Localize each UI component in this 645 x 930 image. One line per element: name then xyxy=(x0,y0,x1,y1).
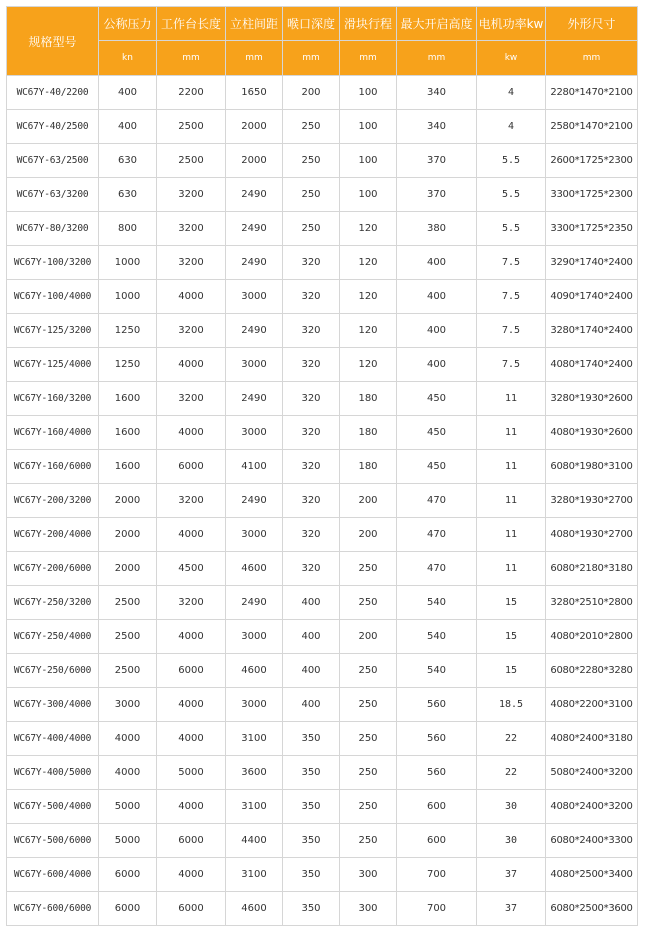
max-open-height-cell: 600 xyxy=(397,790,477,824)
table-row xyxy=(7,518,638,552)
unit-motor-power: kw xyxy=(477,41,546,76)
table-length-cell: 3200 xyxy=(157,382,226,416)
spec-table xyxy=(6,6,638,926)
table-length-cell: 6000 xyxy=(157,654,226,688)
table-row xyxy=(7,348,638,382)
table-row xyxy=(7,144,638,178)
max-open-height-cell: 540 xyxy=(397,620,477,654)
slide-stroke-cell: 250 xyxy=(340,552,397,586)
max-open-height-cell: 560 xyxy=(397,756,477,790)
header-column-distance: 立柱间距 xyxy=(226,7,283,41)
motor-power-cell: 5.5 xyxy=(477,212,546,246)
table-length-cell: 4500 xyxy=(157,552,226,586)
table-row xyxy=(7,212,638,246)
slide-stroke-cell: 100 xyxy=(340,178,397,212)
motor-power-cell: 11 xyxy=(477,552,546,586)
overall-dimensions-cell: 3280*1930*2600 xyxy=(546,382,638,416)
table-length-cell: 4000 xyxy=(157,518,226,552)
model-cell: WC67Y-600/4000 xyxy=(7,858,99,892)
throat-depth-cell: 350 xyxy=(283,892,340,926)
table-length-cell: 3200 xyxy=(157,246,226,280)
table-length-cell: 3200 xyxy=(157,484,226,518)
column-distance-cell: 2000 xyxy=(226,144,283,178)
model-cell: WC67Y-250/4000 xyxy=(7,620,99,654)
model-cell: WC67Y-63/2500 xyxy=(7,144,99,178)
nominal-pressure-cell: 1600 xyxy=(99,382,157,416)
slide-stroke-cell: 250 xyxy=(340,722,397,756)
motor-power-cell: 5.5 xyxy=(477,178,546,212)
slide-stroke-cell: 200 xyxy=(340,518,397,552)
table-row xyxy=(7,280,638,314)
header-nominal-pressure: 公称压力 xyxy=(99,7,157,41)
column-distance-cell: 3000 xyxy=(226,518,283,552)
slide-stroke-cell: 180 xyxy=(340,382,397,416)
max-open-height-cell: 340 xyxy=(397,110,477,144)
max-open-height-cell: 450 xyxy=(397,450,477,484)
throat-depth-cell: 320 xyxy=(283,552,340,586)
table-row xyxy=(7,416,638,450)
throat-depth-cell: 350 xyxy=(283,722,340,756)
model-cell: WC67Y-160/4000 xyxy=(7,416,99,450)
nominal-pressure-cell: 5000 xyxy=(99,790,157,824)
motor-power-cell: 5.5 xyxy=(477,144,546,178)
model-cell: WC67Y-200/6000 xyxy=(7,552,99,586)
overall-dimensions-cell: 3300*1725*2350 xyxy=(546,212,638,246)
table-length-cell: 4000 xyxy=(157,620,226,654)
motor-power-cell: 37 xyxy=(477,858,546,892)
table-length-cell: 4000 xyxy=(157,858,226,892)
motor-power-cell: 7.5 xyxy=(477,246,546,280)
table-length-cell: 4000 xyxy=(157,280,226,314)
table-length-cell: 4000 xyxy=(157,348,226,382)
slide-stroke-cell: 100 xyxy=(340,76,397,110)
overall-dimensions-cell: 6080*2280*3280 xyxy=(546,654,638,688)
slide-stroke-cell: 120 xyxy=(340,246,397,280)
throat-depth-cell: 400 xyxy=(283,688,340,722)
model-cell: WC67Y-160/6000 xyxy=(7,450,99,484)
slide-stroke-cell: 300 xyxy=(340,858,397,892)
table-length-cell: 3200 xyxy=(157,178,226,212)
nominal-pressure-cell: 2500 xyxy=(99,654,157,688)
throat-depth-cell: 320 xyxy=(283,280,340,314)
model-cell: WC67Y-200/4000 xyxy=(7,518,99,552)
table-length-cell: 4000 xyxy=(157,416,226,450)
max-open-height-cell: 400 xyxy=(397,280,477,314)
slide-stroke-cell: 200 xyxy=(340,620,397,654)
slide-stroke-cell: 180 xyxy=(340,450,397,484)
overall-dimensions-cell: 4080*2200*3100 xyxy=(546,688,638,722)
model-cell: WC67Y-400/4000 xyxy=(7,722,99,756)
max-open-height-cell: 540 xyxy=(397,654,477,688)
nominal-pressure-cell: 1000 xyxy=(99,280,157,314)
motor-power-cell: 22 xyxy=(477,722,546,756)
nominal-pressure-cell: 5000 xyxy=(99,824,157,858)
motor-power-cell: 15 xyxy=(477,620,546,654)
header-table-length: 工作台长度 xyxy=(157,7,226,41)
column-distance-cell: 2490 xyxy=(226,382,283,416)
overall-dimensions-cell: 4080*1930*2700 xyxy=(546,518,638,552)
slide-stroke-cell: 100 xyxy=(340,110,397,144)
unit-column-distance: mm xyxy=(226,41,283,76)
model-cell: WC67Y-100/4000 xyxy=(7,280,99,314)
max-open-height-cell: 450 xyxy=(397,382,477,416)
throat-depth-cell: 350 xyxy=(283,824,340,858)
table-row xyxy=(7,824,638,858)
table-row xyxy=(7,892,638,926)
max-open-height-cell: 560 xyxy=(397,688,477,722)
table-row xyxy=(7,722,638,756)
throat-depth-cell: 320 xyxy=(283,246,340,280)
overall-dimensions-cell: 3280*1930*2700 xyxy=(546,484,638,518)
max-open-height-cell: 700 xyxy=(397,858,477,892)
nominal-pressure-cell: 2000 xyxy=(99,518,157,552)
overall-dimensions-cell: 4080*2400*3200 xyxy=(546,790,638,824)
max-open-height-cell: 700 xyxy=(397,892,477,926)
table-length-cell: 5000 xyxy=(157,756,226,790)
column-distance-cell: 3100 xyxy=(226,858,283,892)
column-distance-cell: 3000 xyxy=(226,280,283,314)
model-cell: WC67Y-125/4000 xyxy=(7,348,99,382)
table-row xyxy=(7,858,638,892)
slide-stroke-cell: 250 xyxy=(340,688,397,722)
model-cell: WC67Y-40/2200 xyxy=(7,76,99,110)
slide-stroke-cell: 200 xyxy=(340,484,397,518)
table-length-cell: 6000 xyxy=(157,892,226,926)
overall-dimensions-cell: 2580*1470*2100 xyxy=(546,110,638,144)
column-distance-cell: 2490 xyxy=(226,246,283,280)
column-distance-cell: 2490 xyxy=(226,484,283,518)
motor-power-cell: 11 xyxy=(477,484,546,518)
overall-dimensions-cell: 2280*1470*2100 xyxy=(546,76,638,110)
slide-stroke-cell: 120 xyxy=(340,348,397,382)
max-open-height-cell: 560 xyxy=(397,722,477,756)
table-row xyxy=(7,178,638,212)
model-cell: WC67Y-250/6000 xyxy=(7,654,99,688)
throat-depth-cell: 350 xyxy=(283,790,340,824)
nominal-pressure-cell: 4000 xyxy=(99,756,157,790)
column-distance-cell: 3000 xyxy=(226,620,283,654)
table-length-cell: 4000 xyxy=(157,790,226,824)
table-row xyxy=(7,246,638,280)
model-cell: WC67Y-200/3200 xyxy=(7,484,99,518)
max-open-height-cell: 470 xyxy=(397,518,477,552)
slide-stroke-cell: 300 xyxy=(340,892,397,926)
overall-dimensions-cell: 4080*1930*2600 xyxy=(546,416,638,450)
throat-depth-cell: 320 xyxy=(283,416,340,450)
overall-dimensions-cell: 2600*1725*2300 xyxy=(546,144,638,178)
column-distance-cell: 3600 xyxy=(226,756,283,790)
column-distance-cell: 1650 xyxy=(226,76,283,110)
table-length-cell: 2500 xyxy=(157,110,226,144)
nominal-pressure-cell: 800 xyxy=(99,212,157,246)
overall-dimensions-cell: 3280*1740*2400 xyxy=(546,314,638,348)
slide-stroke-cell: 120 xyxy=(340,314,397,348)
column-distance-cell: 3000 xyxy=(226,688,283,722)
overall-dimensions-cell: 4090*1740*2400 xyxy=(546,280,638,314)
column-distance-cell: 4600 xyxy=(226,892,283,926)
table-row xyxy=(7,484,638,518)
overall-dimensions-cell: 3280*2510*2800 xyxy=(546,586,638,620)
max-open-height-cell: 540 xyxy=(397,586,477,620)
nominal-pressure-cell: 630 xyxy=(99,178,157,212)
nominal-pressure-cell: 2500 xyxy=(99,620,157,654)
slide-stroke-cell: 250 xyxy=(340,654,397,688)
unit-max-open-height: mm xyxy=(397,41,477,76)
model-cell: WC67Y-250/3200 xyxy=(7,586,99,620)
unit-slide-stroke: mm xyxy=(340,41,397,76)
column-distance-cell: 3000 xyxy=(226,348,283,382)
throat-depth-cell: 320 xyxy=(283,518,340,552)
column-distance-cell: 2000 xyxy=(226,110,283,144)
max-open-height-cell: 400 xyxy=(397,246,477,280)
overall-dimensions-cell: 6080*2180*3180 xyxy=(546,552,638,586)
column-distance-cell: 4600 xyxy=(226,552,283,586)
nominal-pressure-cell: 400 xyxy=(99,76,157,110)
nominal-pressure-cell: 1600 xyxy=(99,416,157,450)
model-cell: WC67Y-500/6000 xyxy=(7,824,99,858)
header-motor-power: 电机功率kw xyxy=(477,7,546,41)
throat-depth-cell: 250 xyxy=(283,212,340,246)
column-distance-cell: 2490 xyxy=(226,178,283,212)
header-slide-stroke: 滑块行程 xyxy=(340,7,397,41)
max-open-height-cell: 470 xyxy=(397,484,477,518)
overall-dimensions-cell: 6080*1980*3100 xyxy=(546,450,638,484)
unit-overall-dimensions: mm xyxy=(546,41,638,76)
column-distance-cell: 2490 xyxy=(226,586,283,620)
unit-table-length: mm xyxy=(157,41,226,76)
throat-depth-cell: 320 xyxy=(283,348,340,382)
throat-depth-cell: 320 xyxy=(283,314,340,348)
slide-stroke-cell: 250 xyxy=(340,756,397,790)
model-cell: WC67Y-63/3200 xyxy=(7,178,99,212)
table-row xyxy=(7,654,638,688)
overall-dimensions-cell: 4080*2500*3400 xyxy=(546,858,638,892)
throat-depth-cell: 350 xyxy=(283,858,340,892)
motor-power-cell: 30 xyxy=(477,790,546,824)
spec-table-container xyxy=(6,6,638,926)
table-header xyxy=(7,7,638,76)
overall-dimensions-cell: 3300*1725*2300 xyxy=(546,178,638,212)
max-open-height-cell: 370 xyxy=(397,144,477,178)
motor-power-cell: 11 xyxy=(477,382,546,416)
overall-dimensions-cell: 4080*2400*3180 xyxy=(546,722,638,756)
nominal-pressure-cell: 6000 xyxy=(99,892,157,926)
nominal-pressure-cell: 4000 xyxy=(99,722,157,756)
throat-depth-cell: 400 xyxy=(283,586,340,620)
table-row xyxy=(7,790,638,824)
nominal-pressure-cell: 6000 xyxy=(99,858,157,892)
table-row xyxy=(7,620,638,654)
model-cell: WC67Y-400/5000 xyxy=(7,756,99,790)
column-distance-cell: 2490 xyxy=(226,314,283,348)
nominal-pressure-cell: 2000 xyxy=(99,484,157,518)
max-open-height-cell: 400 xyxy=(397,314,477,348)
slide-stroke-cell: 120 xyxy=(340,280,397,314)
motor-power-cell: 18.5 xyxy=(477,688,546,722)
overall-dimensions-cell: 4080*2010*2800 xyxy=(546,620,638,654)
overall-dimensions-cell: 6080*2400*3300 xyxy=(546,824,638,858)
motor-power-cell: 15 xyxy=(477,654,546,688)
max-open-height-cell: 450 xyxy=(397,416,477,450)
table-length-cell: 3200 xyxy=(157,212,226,246)
table-length-cell: 2200 xyxy=(157,76,226,110)
model-cell: WC67Y-100/3200 xyxy=(7,246,99,280)
overall-dimensions-cell: 4080*1740*2400 xyxy=(546,348,638,382)
nominal-pressure-cell: 1600 xyxy=(99,450,157,484)
throat-depth-cell: 250 xyxy=(283,110,340,144)
table-row xyxy=(7,756,638,790)
throat-depth-cell: 400 xyxy=(283,620,340,654)
throat-depth-cell: 320 xyxy=(283,450,340,484)
table-length-cell: 4000 xyxy=(157,688,226,722)
column-distance-cell: 3100 xyxy=(226,790,283,824)
header-model: 规格型号 xyxy=(7,7,99,76)
header-throat-depth: 喉口深度 xyxy=(283,7,340,41)
table-row xyxy=(7,688,638,722)
slide-stroke-cell: 180 xyxy=(340,416,397,450)
column-distance-cell: 3000 xyxy=(226,416,283,450)
column-distance-cell: 4600 xyxy=(226,654,283,688)
nominal-pressure-cell: 400 xyxy=(99,110,157,144)
header-overall-dimensions: 外形尺寸 xyxy=(546,7,638,41)
table-row xyxy=(7,586,638,620)
model-cell: WC67Y-500/4000 xyxy=(7,790,99,824)
nominal-pressure-cell: 3000 xyxy=(99,688,157,722)
motor-power-cell: 7.5 xyxy=(477,314,546,348)
motor-power-cell: 37 xyxy=(477,892,546,926)
motor-power-cell: 15 xyxy=(477,586,546,620)
throat-depth-cell: 350 xyxy=(283,756,340,790)
max-open-height-cell: 470 xyxy=(397,552,477,586)
table-length-cell: 2500 xyxy=(157,144,226,178)
throat-depth-cell: 320 xyxy=(283,382,340,416)
nominal-pressure-cell: 1250 xyxy=(99,314,157,348)
table-length-cell: 4000 xyxy=(157,722,226,756)
slide-stroke-cell: 120 xyxy=(340,212,397,246)
column-distance-cell: 3100 xyxy=(226,722,283,756)
nominal-pressure-cell: 2500 xyxy=(99,586,157,620)
max-open-height-cell: 400 xyxy=(397,348,477,382)
table-row xyxy=(7,76,638,110)
motor-power-cell: 7.5 xyxy=(477,348,546,382)
throat-depth-cell: 250 xyxy=(283,178,340,212)
table-row xyxy=(7,110,638,144)
table-row xyxy=(7,552,638,586)
motor-power-cell: 4 xyxy=(477,110,546,144)
table-body xyxy=(7,76,638,926)
nominal-pressure-cell: 630 xyxy=(99,144,157,178)
column-distance-cell: 4100 xyxy=(226,450,283,484)
model-cell: WC67Y-300/4000 xyxy=(7,688,99,722)
motor-power-cell: 11 xyxy=(477,518,546,552)
column-distance-cell: 2490 xyxy=(226,212,283,246)
motor-power-cell: 11 xyxy=(477,416,546,450)
motor-power-cell: 7.5 xyxy=(477,280,546,314)
throat-depth-cell: 400 xyxy=(283,654,340,688)
slide-stroke-cell: 100 xyxy=(340,144,397,178)
overall-dimensions-cell: 6080*2500*3600 xyxy=(546,892,638,926)
model-cell: WC67Y-125/3200 xyxy=(7,314,99,348)
max-open-height-cell: 380 xyxy=(397,212,477,246)
slide-stroke-cell: 250 xyxy=(340,790,397,824)
model-cell: WC67Y-600/6000 xyxy=(7,892,99,926)
table-length-cell: 6000 xyxy=(157,824,226,858)
table-row xyxy=(7,382,638,416)
header-max-open-height: 最大开启高度 xyxy=(397,7,477,41)
overall-dimensions-cell: 5080*2400*3200 xyxy=(546,756,638,790)
table-row xyxy=(7,314,638,348)
slide-stroke-cell: 250 xyxy=(340,824,397,858)
throat-depth-cell: 250 xyxy=(283,144,340,178)
table-length-cell: 3200 xyxy=(157,314,226,348)
table-length-cell: 3200 xyxy=(157,586,226,620)
table-row xyxy=(7,450,638,484)
motor-power-cell: 11 xyxy=(477,450,546,484)
max-open-height-cell: 370 xyxy=(397,178,477,212)
nominal-pressure-cell: 1250 xyxy=(99,348,157,382)
motor-power-cell: 30 xyxy=(477,824,546,858)
overall-dimensions-cell: 3290*1740*2400 xyxy=(546,246,638,280)
max-open-height-cell: 340 xyxy=(397,76,477,110)
model-cell: WC67Y-40/2500 xyxy=(7,110,99,144)
throat-depth-cell: 200 xyxy=(283,76,340,110)
motor-power-cell: 22 xyxy=(477,756,546,790)
throat-depth-cell: 320 xyxy=(283,484,340,518)
nominal-pressure-cell: 1000 xyxy=(99,246,157,280)
model-cell: WC67Y-80/3200 xyxy=(7,212,99,246)
unit-nominal-pressure: kn xyxy=(99,41,157,76)
column-distance-cell: 4400 xyxy=(226,824,283,858)
nominal-pressure-cell: 2000 xyxy=(99,552,157,586)
model-cell: WC67Y-160/3200 xyxy=(7,382,99,416)
motor-power-cell: 4 xyxy=(477,76,546,110)
unit-throat-depth: mm xyxy=(283,41,340,76)
max-open-height-cell: 600 xyxy=(397,824,477,858)
table-length-cell: 6000 xyxy=(157,450,226,484)
slide-stroke-cell: 250 xyxy=(340,586,397,620)
